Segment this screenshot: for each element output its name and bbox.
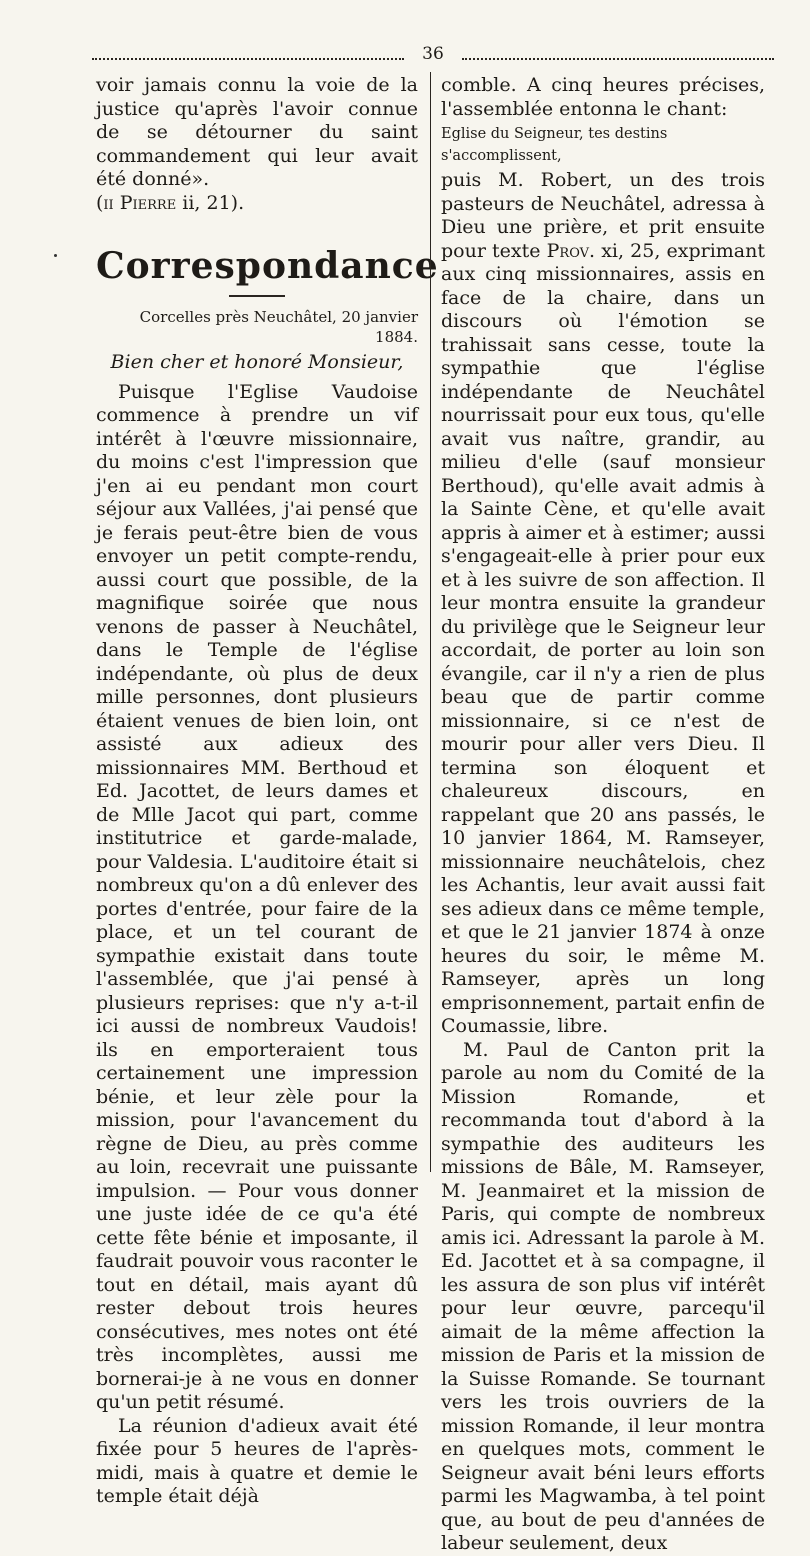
letter-dateline: Corcelles près Neuchâtel, 20 janvier 1884. <box>139 308 418 346</box>
right-paragraph-1a: comble. A cinq heures précises, l'assemblée entonna le chant: <box>441 74 765 120</box>
hymn-line: Eglise du Seigneur, tes destins s'accomplissent, <box>441 126 668 164</box>
letter-salutation: Bien cher et honoré Monsieur, <box>110 351 404 373</box>
letter-paragraph-1: Puisque l'Eglise Vaudoise commence à prendre un vif intérêt à l'œuvre missionnaire, du moins c'est l'impression que j'en ai eu pendant mon court séjour aux Vallées, j'ai pensé que je ferais peut-être bien de vous envoyer un petit compte-rendu, aussi court que possible, de la magnifique soirée que nous venons de passer à Neuchâtel, dans le Temple de l'église indépendante, où plus de deux mille personnes, dont plusieurs étaient venues de bien loin, ont assisté aux adieux des missionnaires MM. Berthoud et Ed. Jacottet, de leurs dames et de Mlle Jacot qui part, comme institutrice et garde-malade, pour Valdesia. L'auditoire était si nombreux qu'on a dû enlever des portes d'entrée, pour faire de la place, et un tel courant de sympathie existait dans toute l'assemblée, que j'ai pensé à plusieurs reprises: que n'y a-t-il ici aussi de nombreux Vaudois! ils en emporteraient tous certainement une impression bénie, et leur zèle pour la mission, pour l'avancement du règne de Dieu, au près comme au loin, recevrait une puissante impulsion. — Pour vous donner une juste idée de ce qu'a été cette fête bénie et imposante, il faudrait pouvoir vous raconter le tout en détail, mais ayant dû rester debout trois heures consécutives, mes notes ont été très incomplètes, aussi me bornerai-je à ne vous en donner qu'un petit résumé. <box>96 380 418 1413</box>
paragraph-1b-rest: xi, 25, exprimant aux cinq missionnaires, assis en face de la chaire, dans un discours où l'émotion se trahissait sans cesse, toute la sympathie que l'église indépendante de Neuchâtel nourrissait pour eux tous, qu'elle avait vus naître, grandir, au milieu d'elle (sauf monsieur Berthoud), qu'elle avait admis à la Sainte Cène, et qu'elle avait appris à aimer et à estimer; aussi s'engageait-elle à prier pour eux et à les suivre de son affection. Il leur montra ensuite la grandeur du privilège que le Seigneur leur accordait, de porter au loin son évangile, car il n'y a rien de plus beau que de partir comme missionnaire, si ce n'est de mourir pour aller vers Dieu. Il termina son éloquent et chaleureux discours, en rappelant que 20 ans passés, le 10 janvier 1864, M. Ramseyer, missionnaire neuchâtelois, chez les Achantis, leur avait aussi fait ses adieux dans ce même temple, et que le 21 janvier 1874 à onze heures du soir, le même M. Ramseyer, après un long emprisonnement, partait enfin de Coumassie, libre. <box>441 239 765 1037</box>
margin-speck <box>54 254 57 257</box>
reference-book: ii Pierre <box>103 191 177 214</box>
page-number: 36 <box>422 44 444 64</box>
right-column <box>441 74 765 1556</box>
left-column <box>96 74 439 1509</box>
section-title: Correspondance <box>96 245 439 287</box>
page-header <box>92 44 774 68</box>
continuation-text: voir jamais connu la voie de la justice qu'après l'avoir connue de se détourner du saint commandement qui leur avait été donné». <box>96 74 418 190</box>
reference-prefix: ( <box>96 191 104 214</box>
header-rule-right <box>462 58 774 60</box>
title-rule <box>229 295 285 297</box>
right-paragraph-2: M. Paul de Canton prit la parole au nom du Comité de la Mission Romande, et recommanda tout d'abord à la sympathie des auditeurs les missions de Bâle, M. Ramseyer, M. Jeanmairet et la mission de Paris, qui compte de nombreux amis ici. Adressant la parole à M. Ed. Jacottet et à sa compagne, il les assura de son plus vif intérêt pour leur œuvre, parcequ'il aimait de la même affection la mission de Paris et la mission de la Suisse Romande. Se tournant vers les trois ouvriers de la mission Romande, il leur montra en quelques mots, comment le Seigneur avait béni leurs efforts parmi les Magwamba, à tel point que, au bout de peu d'années de labeur seulement, deux <box>441 1038 765 1554</box>
letter-paragraph-2: La réunion d'adieux avait été fixée pour 5 heures de l'après-midi, mais à quatre et demie le temple était déjà <box>96 1414 418 1507</box>
scripture-reference <box>96 192 418 216</box>
header-rule-left <box>92 58 404 60</box>
reference-rest: ii, 21). <box>176 191 245 214</box>
column-divider <box>430 72 431 1172</box>
right-paragraph-1b <box>441 169 765 1039</box>
scripture-book: Prov. <box>546 239 596 262</box>
paragraph-1b-start: puis M. Robert, un des trois pasteurs de Neuchâtel, adressa à Dieu une prière, et prit ensuite pour texte <box>441 169 765 262</box>
